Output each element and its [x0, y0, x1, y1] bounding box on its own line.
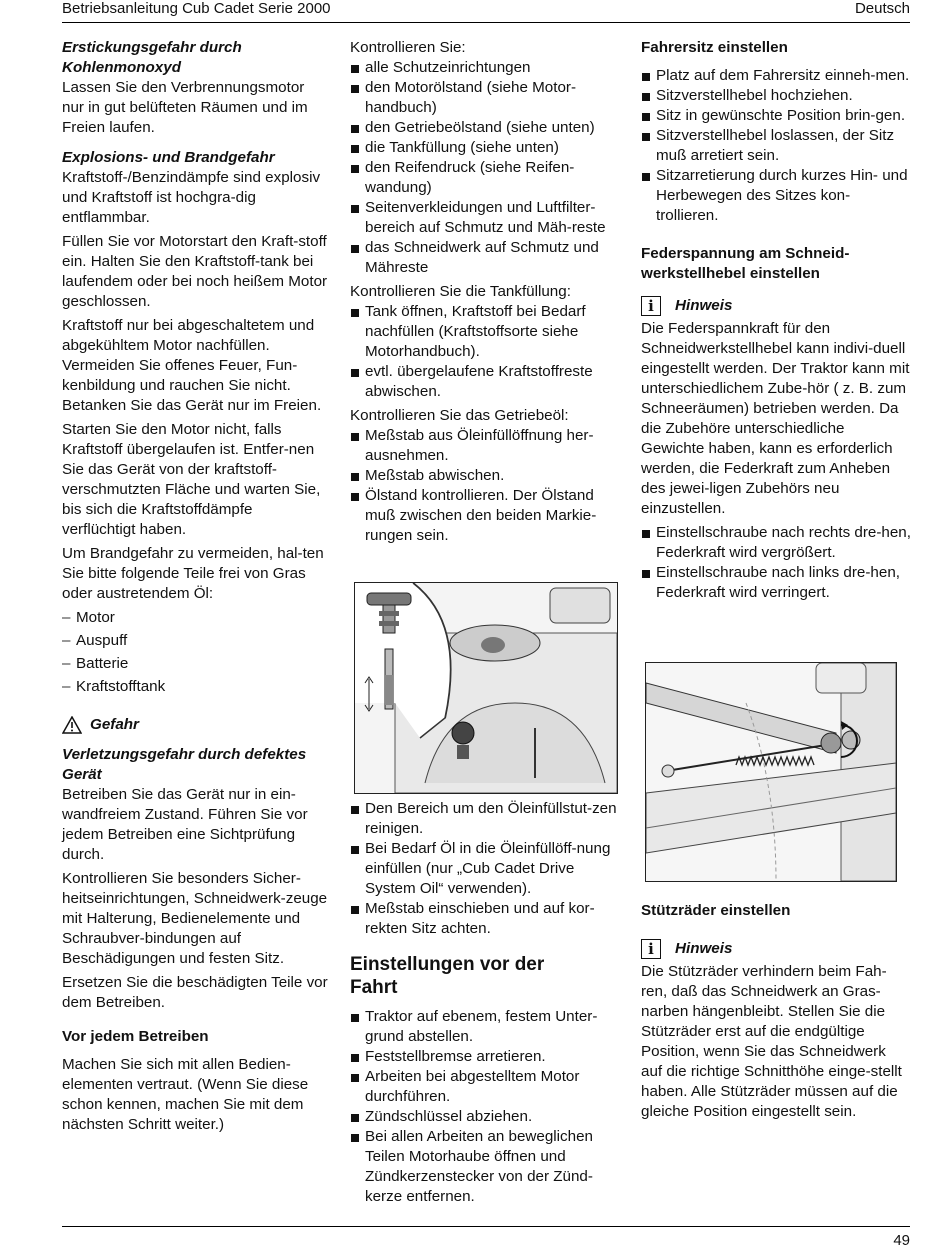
list-item: den Motorölstand (siehe Motor-handbuch) — [350, 78, 620, 118]
list-item: Arbeiten bei abgestelltem Motor durchführen. — [350, 1067, 620, 1107]
paragraph: Um Brandgefahr zu vermeiden, hal-ten Sie bitte folgende Teile frei von Gras oder austretendem Öl: — [62, 545, 324, 602]
paragraph: Lassen Sie den Verbrennungsmotor nur in gut belüfteten Räumen und im Freien laufen. — [62, 79, 308, 136]
list-item: den Getriebeölstand (siehe unten) — [350, 118, 620, 138]
list-item: die Tankfüllung (siehe unten) — [350, 138, 620, 158]
list-item: – Batterie — [62, 654, 328, 674]
hint-callout — [641, 296, 911, 316]
heading-fire-hazard: Explosions- und Brandgefahr — [62, 149, 275, 166]
list-item: Platz auf dem Fahrersitz einneh-men. — [641, 66, 911, 86]
list-item: Sitz in gewünschte Position brin-gen. — [641, 106, 911, 126]
gear-oil-list — [350, 426, 620, 546]
column-2-lower — [350, 799, 620, 1211]
list-item: Traktor auf ebenem, festem Unter-grund abstellen. — [350, 1007, 620, 1047]
list-item: Bei allen Arbeiten an beweglichen Teilen Motorhaube öffnen und Zündkerzenstecker von der Zünd-kerze entfernen. — [350, 1127, 620, 1207]
spring-figure — [645, 662, 897, 882]
page-number: 49 — [893, 1232, 910, 1249]
paragraph: Machen Sie sich mit allen Bedien-elementen vertraut. (Wenn Sie diese schon kennen, machen Sie mit dem nächsten Schritt weiter.) — [62, 1056, 309, 1133]
paragraph: Die Stützräder verhindern beim Fah-ren, daß das Schneidwerk an Gras-narben hängenbleibt. Stellen Sie die Stützräder erst auf die endgültige Position, wenn Sie das Schneidwerk auf die richtige Schnitthöhe einge-stellt haben. Alle Stützräder müssen auf die gleiche Position eingestellt sein. — [641, 963, 902, 1120]
paragraph: Starten Sie den Motor nicht, falls Kraftstoff übergelaufen ist. Entfer-nen Sie das Gerät von der kraftstoff-verschmutzten Fläche und warten Sie, bis sich die Kraftstoffdämpfe verflüchtigt haben. — [62, 421, 321, 538]
list-item: Feststellbremse arretieren. — [350, 1047, 620, 1067]
header-language: Deutsch — [854, 0, 910, 17]
spring-illustration — [646, 663, 896, 881]
seat-list — [641, 66, 911, 226]
column-1 — [62, 38, 328, 1139]
column-3-lower — [641, 901, 911, 1126]
paragraph: Kontrollieren Sie: — [350, 39, 466, 56]
paragraph: Kraftstoff nur bei abgeschaltetem und abgekühltem Motor nachfüllen. Vermeiden Sie offenes Feuer, Fun-kenbildung und rauchen Sie nicht. Betanken Sie das Gerät nur im Freien. — [62, 317, 322, 414]
list-item: Einstellschraube nach rechts dre-hen, Federkraft wird vergrößert. — [641, 523, 911, 563]
paragraph: Kontrollieren Sie die Tankfüllung: — [350, 283, 571, 300]
hint-label: Hinweis — [675, 297, 733, 314]
list-item: – Auspuff — [62, 631, 328, 651]
heading-before-operation: Vor jedem Betreiben — [62, 1028, 209, 1045]
list-item: Den Bereich um den Öleinfüllstut-zen reinigen. — [350, 799, 620, 839]
dipstick-illustration — [355, 583, 617, 793]
danger-label: Gefahr — [90, 716, 139, 733]
hint-label: Hinweis — [675, 940, 733, 957]
heading-support-wheels: Stützräder einstellen — [641, 902, 791, 919]
dipstick-figure — [354, 582, 618, 794]
header-title: Betriebsanleitung Cub Cadet Serie 2000 — [62, 0, 331, 17]
footer-rule — [62, 1226, 910, 1227]
column-3 — [641, 38, 911, 607]
list-item: Sitzverstellhebel hochziehen. — [641, 86, 911, 106]
paragraph: Kontrollieren Sie das Getriebeöl: — [350, 407, 569, 424]
info-icon: i — [641, 939, 661, 959]
paragraph: Kraftstoff-/Benzindämpfe sind explosiv und Kraftstoff ist hochgra-dig entflammbar. — [62, 169, 321, 226]
list-item: Meßstab aus Öleinfüllöffnung her-ausnehmen. — [350, 426, 620, 466]
list-item: Sitzverstellhebel loslassen, der Sitz muß arretiert sein. — [641, 126, 911, 166]
list-item: Tank öffnen, Kraftstoff bei Bedarf nachfüllen (Kraftstoffsorte siehe Motorhandbuch). — [350, 302, 620, 362]
spring-list — [641, 523, 911, 603]
list-item: Seitenverkleidungen und Luftfilter-bereich auf Schmutz und Mäh-reste — [350, 198, 620, 238]
paragraph: Kontrollieren Sie besonders Sicher-heitseinrichtungen, Schneidwerk-zeuge mit Halterung, Bedienelemente und Schraubver-bindungen auf Beschädigungen und festen Sitz. — [62, 870, 328, 967]
list-item: Meßstab abwischen. — [350, 466, 620, 486]
heading-seat: Fahrersitz einstellen — [641, 39, 788, 56]
page-header — [62, 0, 910, 23]
paragraph: Ersetzen Sie die beschädigten Teile vor dem Betreiben. — [62, 974, 328, 1011]
paragraph: Betreiben Sie das Gerät nur in ein-wandfreiem Zustand. Führen Sie vor jedem Betreiben eine Sichtprüfung durch. — [62, 786, 308, 863]
list-item: das Schneidwerk auf Schmutz und Mähreste — [350, 238, 620, 278]
list-item: Zündschlüssel abziehen. — [350, 1107, 620, 1127]
list-item: – Kraftstofftank — [62, 677, 328, 697]
list-item: Sitzarretierung durch kurzes Hin- und Herbewegen des Sitzes kon-trollieren. — [641, 166, 911, 226]
heading-spring-tension: Federspannung am Schneid-werkstellhebel einstellen — [641, 245, 850, 282]
list-item: – Motor — [62, 608, 328, 628]
heading-defect-hazard: Verletzungsgefahr durch defektes Gerät — [62, 746, 307, 783]
check-list — [350, 58, 620, 278]
list-item: Bei Bedarf Öl in die Öleinfüllöff-nung einfüllen (nur „Cub Cadet Drive System Oil“ verwenden). — [350, 839, 620, 899]
danger-callout — [62, 715, 328, 735]
list-item: alle Schutzeinrichtungen — [350, 58, 620, 78]
warning-icon — [62, 716, 82, 734]
list-item: Einstellschraube nach links dre-hen, Federkraft wird verringert. — [641, 563, 911, 603]
list-item: Ölstand kontrollieren. Der Ölstand muß zwischen den beiden Markie-rungen sein. — [350, 486, 620, 546]
parts-list — [62, 608, 328, 697]
heading-co-hazard: Erstickungsgefahr durch Kohlenmonoxyd — [62, 39, 242, 76]
section-heading-settings: Einstellungen vor der Fahrt — [350, 954, 545, 998]
list-item: Meßstab einschieben und auf kor-rekten Sitz achten. — [350, 899, 620, 939]
column-2 — [350, 38, 620, 550]
list-item: evtl. übergelaufene Kraftstoffreste abwischen. — [350, 362, 620, 402]
paragraph: Die Federspannkraft für den Schneidwerkstellhebel kann indivi-duell eingestellt werden. Der Traktor kann mit unterschiedlichem Zube-hör ( z. B. zum Schneeräumen) betrieben werden. Da die Zubehöre unterschiedliche Gewichte haben, kann es erforderlich werden, die Federkraft zum Anheben des jewei-ligen Zubehörs neu einzustellen. — [641, 320, 910, 517]
oil-fill-list — [350, 799, 620, 939]
info-icon: i — [641, 296, 661, 316]
tank-list — [350, 302, 620, 402]
list-item: den Reifendruck (siehe Reifen-wandung) — [350, 158, 620, 198]
settings-list — [350, 1007, 620, 1207]
hint-callout-2 — [641, 939, 911, 959]
paragraph: Füllen Sie vor Motorstart den Kraft-stoff ein. Halten Sie den Kraftstoff-tank bei laufendem oder bei noch heißem Motor geschlossen. — [62, 233, 328, 310]
